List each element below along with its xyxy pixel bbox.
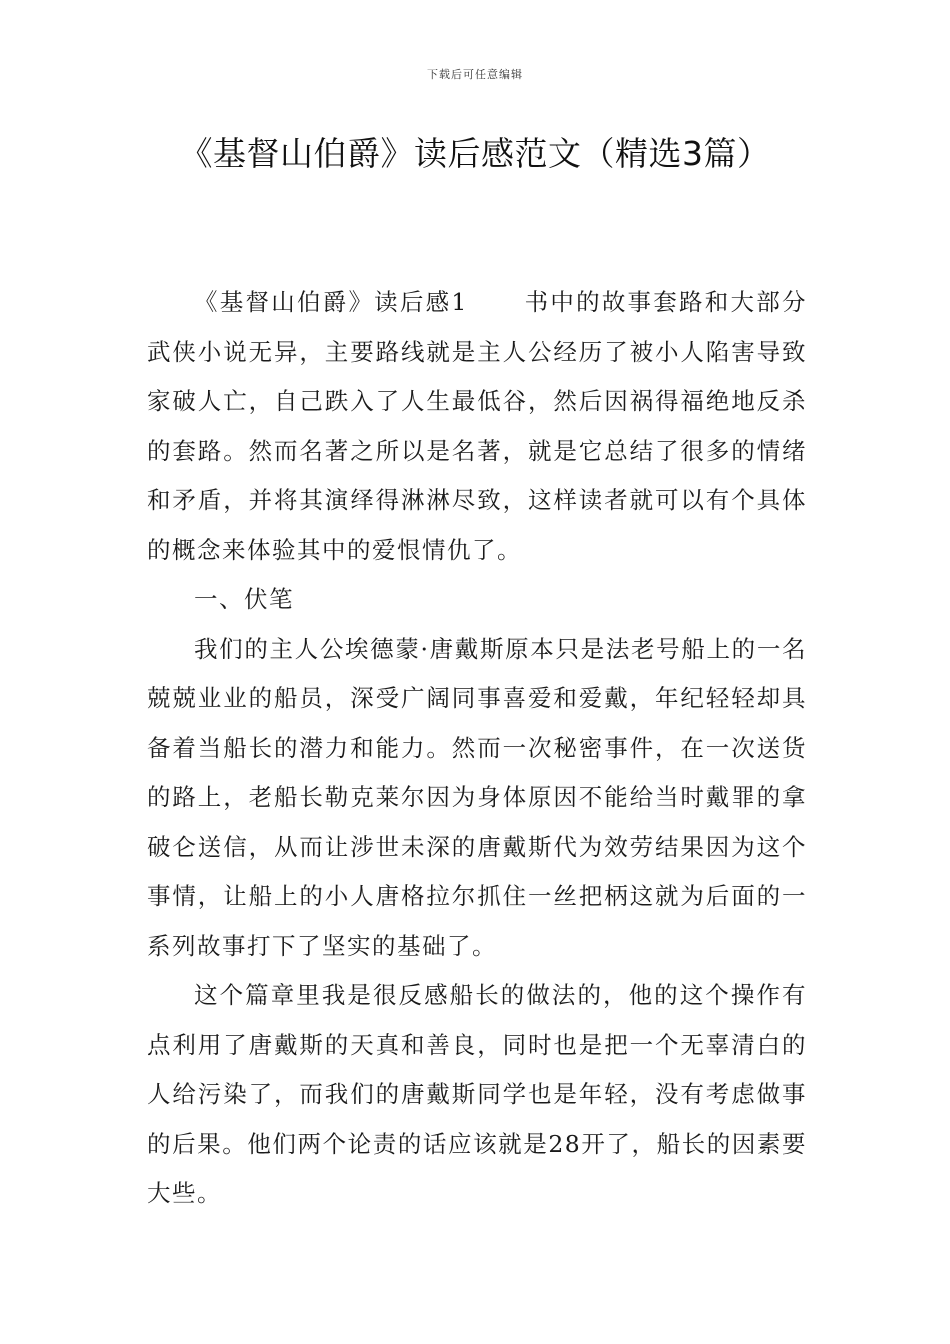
paragraph: 我们的主人公埃德蒙·唐戴斯原本只是法老号船上的一名兢兢业业的船员，深受广阔同事喜爱和爱戴，年纪轻轻却具备着当船长的潜力和能力。然而一次秘密事件，在一次送货的路上，老船长勒克莱尔因为身体原因不能给当时戴罪的拿破仑送信，从而让涉世未深的唐戴斯代为效劳结果因为这个事情，让船上的小人唐格拉尔抓住一丝把柄这就为后面的一系列故事打下了坚实的基础了。 <box>147 634 807 960</box>
essay-label: 《基督山伯爵》读后感1 <box>194 288 468 316</box>
header-note: 下载后可任意编辑 <box>427 68 523 81</box>
paragraph: 这个篇章里我是很反感船长的做法的，他的这个操作有点利用了唐戴斯的天真和善良，同时也是把一个无辜清白的人给污染了，而我们的唐戴斯同学也是年轻，没有考虑做事的后果。他们两个论责的话应该就是28开了，船长的因素要大些。 <box>147 981 807 1207</box>
paragraph-text: 书中的故事套路和大部分武侠小说无异，主要路线就是主人公经历了被小人陷害导致家破人亡，自己跌入了人生最低谷，然后因祸得福绝地反杀的套路。然而名著之所以是名著，就是它总结了很多的情绪和矛盾，并将其演绎得淋淋尽致，这样读者就可以有个具体的概念来体验其中的爱恨情仇了。 <box>147 288 808 564</box>
paragraph-intro <box>147 278 807 575</box>
document-body <box>147 278 807 1219</box>
section-heading: 一、伏笔 <box>194 585 294 613</box>
document-title: 《基督山伯爵》读后感范文（精选3篇） <box>179 134 771 173</box>
